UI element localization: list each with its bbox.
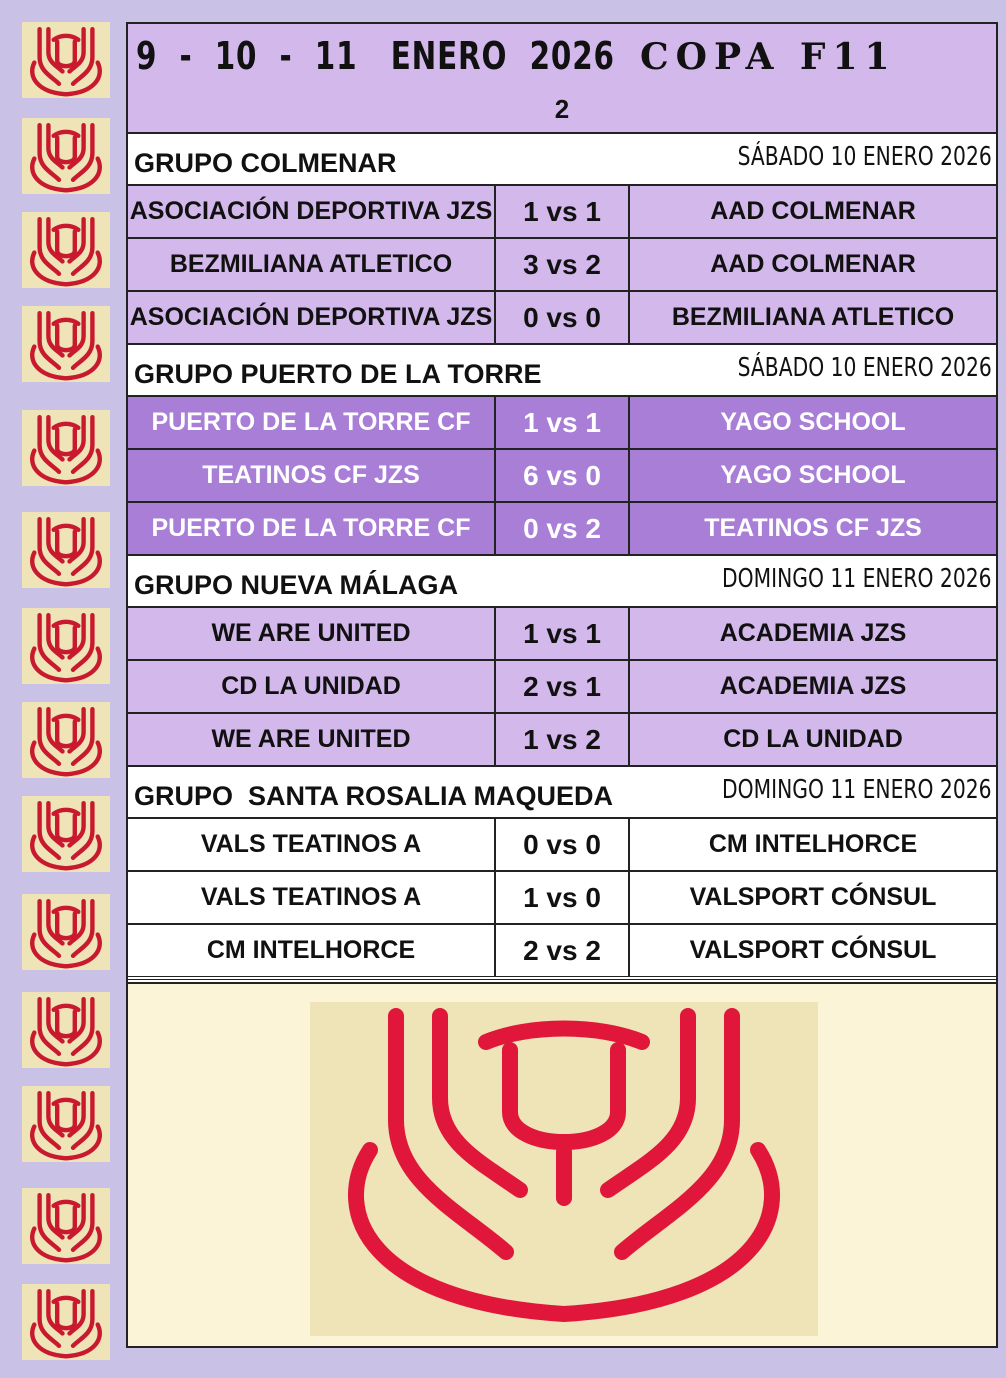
away-team: CD LA UNIDAD xyxy=(630,714,996,765)
trophy-logo-icon xyxy=(22,512,110,588)
match-row xyxy=(128,186,996,239)
away-team: BEZMILIANA ATLETICO xyxy=(630,292,996,343)
trophy-logo-icon xyxy=(22,894,110,970)
away-team: ACADEMIA JZS xyxy=(630,608,996,659)
group-header-puerto-de-la-torre xyxy=(128,345,996,397)
home-team: ASOCIACIÓN DEPORTIVA JZS xyxy=(128,186,496,237)
group-date: DOMINGO 11 ENERO 2026 xyxy=(722,775,992,805)
home-team: WE ARE UNITED xyxy=(128,608,496,659)
match-score: 2 vs 1 xyxy=(496,661,630,712)
trophy-logo-icon xyxy=(22,702,110,778)
trophy-logo-icon xyxy=(22,306,110,382)
trophy-logo-icon xyxy=(22,608,110,684)
group-name: GRUPO PUERTO DE LA TORRE xyxy=(134,359,542,389)
match-row xyxy=(128,397,996,450)
match-row xyxy=(128,608,996,661)
match-row xyxy=(128,292,996,345)
match-score: 6 vs 0 xyxy=(496,450,630,501)
trophy-logo-icon xyxy=(22,212,110,288)
trophy-logo-icon xyxy=(22,410,110,486)
match-row xyxy=(128,503,996,556)
trophy-logo-icon xyxy=(22,1284,110,1360)
match-score: 3 vs 2 xyxy=(496,239,630,290)
match-score: 2 vs 2 xyxy=(496,925,630,976)
home-team: PUERTO DE LA TORRE CF xyxy=(128,503,496,554)
trophy-logo-icon xyxy=(22,118,110,194)
away-team: VALSPORT CÓNSUL xyxy=(630,872,996,923)
match-score: 1 vs 1 xyxy=(496,186,630,237)
match-score: 1 vs 2 xyxy=(496,714,630,765)
away-team: AAD COLMENAR xyxy=(630,239,996,290)
match-score: 0 vs 0 xyxy=(496,819,630,870)
home-team: PUERTO DE LA TORRE CF xyxy=(128,397,496,448)
page-title: COPA F11 xyxy=(640,36,897,78)
trophy-logo-icon xyxy=(22,22,110,98)
trophy-logo-icon xyxy=(22,992,110,1068)
home-team: TEATINOS CF JZS xyxy=(128,450,496,501)
match-row xyxy=(128,661,996,714)
group-date: SÁBADO 10 ENERO 2026 xyxy=(737,142,992,172)
away-team: VALSPORT CÓNSUL xyxy=(630,925,996,976)
home-team: VALS TEATINOS A xyxy=(128,819,496,870)
away-team: YAGO SCHOOL xyxy=(630,397,996,448)
group-name: GRUPO SANTA ROSALIA MAQUEDA xyxy=(134,781,613,811)
trophy-logo-icon xyxy=(22,796,110,872)
results-panel xyxy=(126,22,998,1348)
away-team: CM INTELHORCE xyxy=(630,819,996,870)
match-score: 1 vs 1 xyxy=(496,608,630,659)
match-row xyxy=(128,819,996,872)
away-team: YAGO SCHOOL xyxy=(630,450,996,501)
home-team: BEZMILIANA ATLETICO xyxy=(128,239,496,290)
trophy-banner xyxy=(128,982,996,1346)
home-team: CM INTELHORCE xyxy=(128,925,496,976)
match-score: 1 vs 1 xyxy=(496,397,630,448)
group-name: GRUPO NUEVA MÁLAGA xyxy=(134,570,458,600)
home-team: VALS TEATINOS A xyxy=(128,872,496,923)
match-row xyxy=(128,450,996,503)
trophy-logo-icon xyxy=(22,1086,110,1162)
match-score: 1 vs 0 xyxy=(496,872,630,923)
trophy-logo-icon xyxy=(310,1002,818,1336)
group-name: GRUPO COLMENAR xyxy=(134,148,397,178)
event-dates: 9 - 10 - 11 ENERO 2026 xyxy=(136,34,615,78)
logo-strip xyxy=(0,0,126,1378)
page-header xyxy=(128,24,996,134)
match-score: 0 vs 2 xyxy=(496,503,630,554)
round-number: 2 xyxy=(554,94,570,124)
match-row xyxy=(128,714,996,767)
group-date: DOMINGO 11 ENERO 2026 xyxy=(722,564,992,594)
away-team: ACADEMIA JZS xyxy=(630,661,996,712)
trophy-logo-icon xyxy=(22,1188,110,1264)
match-score: 0 vs 0 xyxy=(496,292,630,343)
match-row xyxy=(128,925,996,980)
group-header-nueva-malaga xyxy=(128,556,996,608)
home-team: ASOCIACIÓN DEPORTIVA JZS xyxy=(128,292,496,343)
home-team: WE ARE UNITED xyxy=(128,714,496,765)
away-team: TEATINOS CF JZS xyxy=(630,503,996,554)
group-header-santa-rosalia-maqueda xyxy=(128,767,996,819)
away-team: AAD COLMENAR xyxy=(630,186,996,237)
match-row xyxy=(128,872,996,925)
home-team: CD LA UNIDAD xyxy=(128,661,496,712)
group-date: SÁBADO 10 ENERO 2026 xyxy=(737,353,992,383)
group-header-colmenar xyxy=(128,134,996,186)
match-row xyxy=(128,239,996,292)
